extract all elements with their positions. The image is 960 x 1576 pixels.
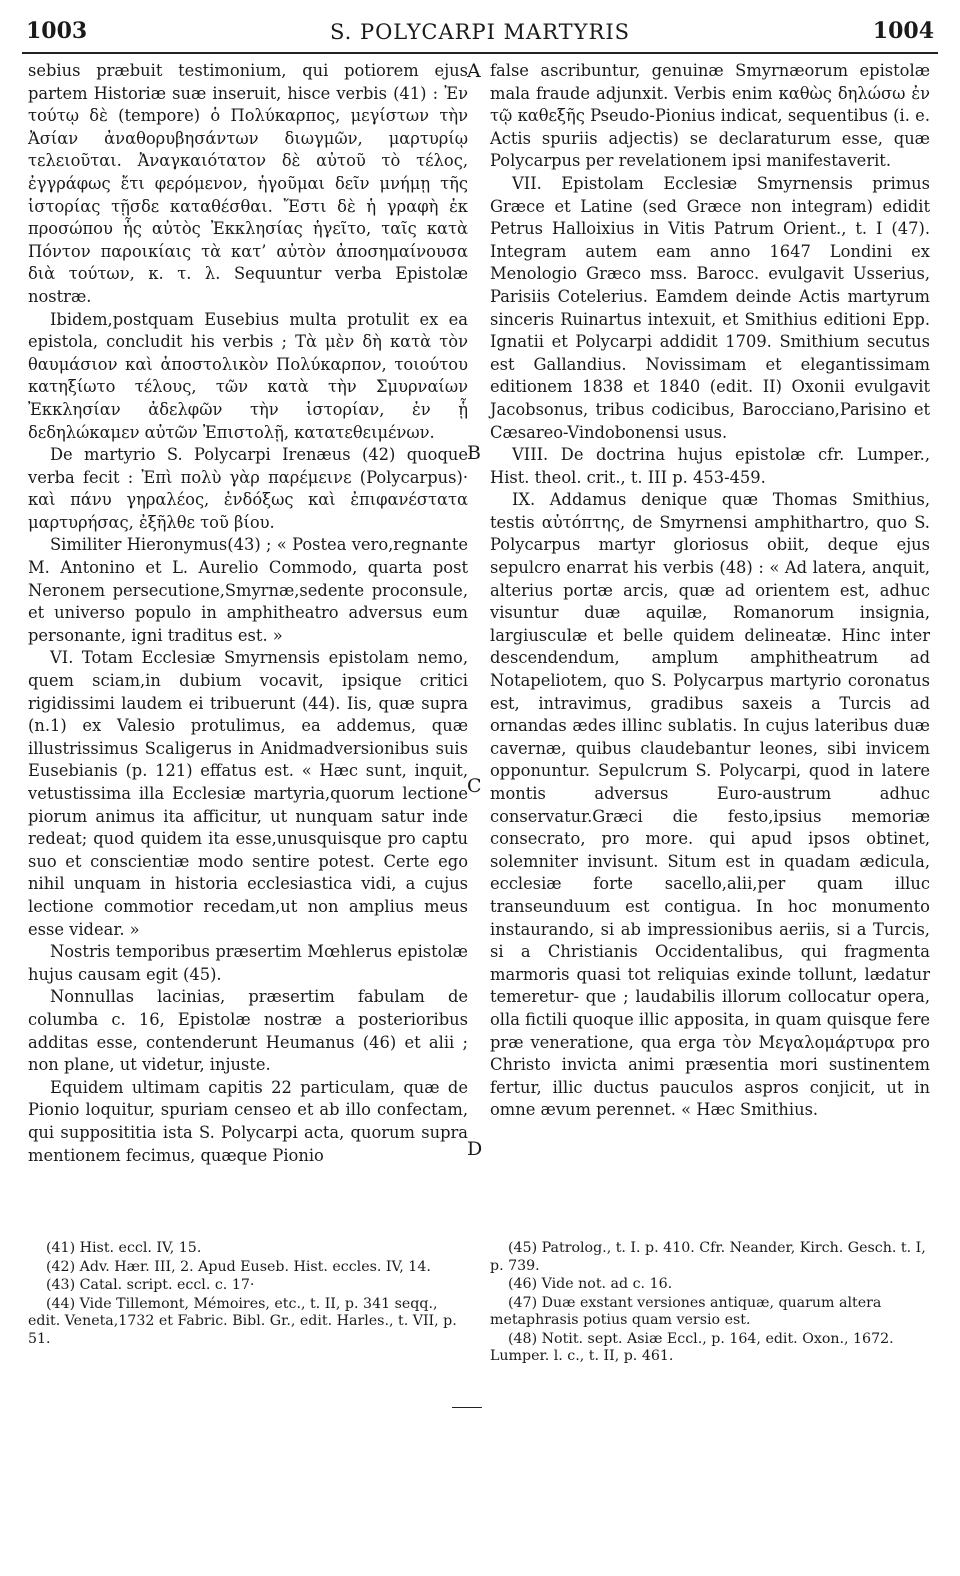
footnote: (46) Vide not. ad c. 16.	[508, 1276, 673, 1292]
paragraph: Ibidem,postquam Eusebius multa protulit ex ea epistola, concludit his verbis ; Τὰ μὲν δὴ κατὰ τὸν θαυμάσιον καὶ ἀποστολικὸν Πολύκαρπον, τοιούτου κατηξίωτο τέλους, τῶν κατὰ τὴν Σμυρναίων Ἐκκλησίαν ἀδελφῶν τὴν ἱστορίαν, ἐν ᾗ δεδηλώκαμεν αὐτῶν Ἐπιστολῇ, κατατεθειμένων.	[28, 309, 468, 442]
paragraph: VIII. De doctrina hujus epistolæ cfr. Lumper., Hist. theol. crit., t. III p. 453-459.	[490, 445, 930, 487]
header-rule	[22, 52, 938, 54]
paragraph: Nonnullas lacinias, præsertim fabulam de columba c. 16, Epistolæ nostræ a posterioribus additas esse, contenderunt Heumanus (46) et alii ; non plane, ut videtur, injuste.	[28, 987, 468, 1075]
paragraph: sebius præbuit testimonium, qui potiorem ejus partem Historiæ suæ inseruit, hisce verbis (41) : Ἐν τούτῳ δὲ (tempore) ὁ Πολύκαρπος, μεγίστων τὴν Ἀσίαν ἀναθορυβησάντων διωγμῶν, μαρτυρίῳ τελειοῦται. Ἀναγκαιότατον δὲ αὐτοῦ τὸ τέλος, ἐγγράφως ἔτι φερόμενον, ἡγοῦμαι δεῖν μνήμῃ τῆς ἱστορίας τῇσδε καταθέσθαι. Ἔστι δὲ ἡ γραφὴ ἐκ προσώπου ἧς αὐτὸς Ἐκκλησίας ἡγεῖτο, ταῖς κατὰ Πόντον παροικίαις τὰ κατ’ αὐτὸν ἀποσημαίνουσα διὰ τούτων, κ. τ. λ. Sequuntur verba Epistolæ nostræ.	[28, 61, 468, 306]
footnote: (47) Duæ exstant versiones antiquæ, quarum altera metaphrasis potius quam versio est.	[490, 1294, 882, 1328]
paragraph: VII. Epistolam Ecclesiæ Smyrnensis primus Græce et Latine (sed Græce non integram) edidit Petrus Halloixius in Vitis Patrum Orient., t. I (47). Integram autem eam anno 1647 Londini ex Menologio Græco mss. Barocc. evulgavit Usserius, Parisiis Cotelerius. Eamdem deinde Actis martyrum sinceris Ruinartus intexuit, et Smithius editioni Epp. Ignatii et Polycarpi addidit 1709. Smithium secutus est Gallandius. Novissimam et elegantissimam editionem 1838 et 1840 (edit. II) Oxonii evulgavit Jacobsonus, tribus codicibus, Barocciano,Parisino et Cæsareo-Vindobonensi usus.	[490, 173, 930, 442]
column-marker-d: D	[467, 1138, 483, 1160]
paragraph: IX. Addamus denique quæ Thomas Smithius, testis αὐτόπτης, de Smyrnensi amphithartro, quo S. Polycarpus martyr gloriosus obiit, deque ejus sepulcro enarrat his verbis (48) : « Ad latera, anquit, alterius portæ arcis, quæ ad orientem est, adhuc visuntur duæ aquilæ, Romanorum insignia, largiusculæ et belle quidem delineatæ. Hinc inter descendendum, amplum amphitheatrum ad Notapeliotem, quo S. Polycarpus martyrio coronatus est, intravimus, gradibus saxeis a Turcis ad ornandas ædes illinc sublatis. In cujus lateribus duæ cavernæ, quibus claudebantur leones, sibi invicem opponuntur. Sepulcrum S. Polycarpi, quod in latere montis adversus Euro-austrum adhuc conservatur.Græci die festo,ipsius memoriæ consecrato, pro more. qui apud ipsos obtinet, solemniter invisunt. Situm est in quadam ædicula, ecclesiæ forte sacello,alii,per quam illuc transeunduum est contigua. In hoc monumento instaurando, si ab impressionibus aeriis, si a Turcis, si a Christianis Occidentalibus, qui fragmenta marmoris quasi tot reliquias exinde tollunt, lædatur temeretur- que ; laudabilis illorum collocatur opera, olla fictili quoque illic apposita, in quam quisque fere præ veneratione, qua erga τὸν Μεγαλομάρτυρα pro Christo invicta animi præsentia mori sustinentem fertur, illic ductus pauculos aspros conjicit, ut in omne ævum perennet. « Hæc Smithius.	[490, 490, 930, 1120]
footnotes-left	[28, 1240, 468, 1349]
column-marker-b: B	[467, 442, 481, 464]
footnote: (42) Adv. Hær. III, 2. Apud Euseb. Hist. eccles. IV, 14.	[46, 1258, 431, 1275]
paragraph: Equidem ultimam capitis 22 particulam, quæ de Pionio loquitur, spuriam censeo et ab illo confectam, qui supposititia ista S. Polycarpi acta, quorum supra mentionem fecimus, quæque Pionio	[28, 1077, 468, 1165]
left-column	[28, 60, 468, 1167]
right-column	[490, 60, 930, 1122]
running-header	[26, 18, 934, 48]
paragraph: false ascribuntur, genuinæ Smyrnæorum epistolæ mala fraude adjunxit. Verbis enim καθὼς δηλώσω ἐν τῷ καθεξῆς Pseudo-Pionius indicat, sequentibus (i. e. Actis spuriis adjectis) se declaraturum esse, quæ Polycarpus per revelationem ipsi manifestaverit.	[490, 61, 930, 171]
footnote: (43) Catal. script. eccl. c. 17·	[46, 1277, 255, 1293]
footnote: (44) Vide Tillemont, Mémoires, etc., t. II, p. 341 seqq., edit. Veneta,1732 et Fabric. Bibl. Gr., edit. Harles., t. VII, p. 51.	[28, 1295, 457, 1347]
footnote: (41) Hist. eccl. IV, 15.	[46, 1240, 202, 1256]
footnote: (45) Patrolog., t. I. p. 410. Cfr. Neander, Kirch. Gesch. t. I, p. 739.	[490, 1240, 926, 1274]
paragraph: De martyrio S. Polycarpi Irenæus (42) quoque verba fecit : Ἐπὶ πολὺ γὰρ παρέμεινε (Polycarpus)· καὶ πάνυ γηραλέος, ἐνδόξως καὶ ἐπιφανέστατα μαρτυρήσας, ἐξῆλθε τοῦ βίου.	[28, 445, 468, 532]
column-marker-a: A	[467, 60, 481, 82]
column-marker-c: C	[467, 775, 482, 797]
page-number-right: 1004	[872, 18, 934, 44]
footnotes-right	[490, 1240, 930, 1367]
page-number-left: 1003	[26, 18, 88, 44]
paragraph: VI. Totam Ecclesiæ Smyrnensis epistolam nemo, quem sciam,in dubium vocavit, ipsique critici rigidissimi laudem ei tribuerunt (44). Iis, quæ supra (n.1) ex Valesio protulimus, ea addemus, quæ illustrissimus Scaligerus in Anidmadversionibus suis Eusebianis (p. 121) effatus est. « Hæc sunt, inquit, vetustissima illa Ecclesiæ martyria,quorum lectione piorum animus ita afficitur, ut nunquam satur inde redeat; quod quidem ita esse,unusquisque pro captu suo et conscientiæ modo sentire potest. Certe ego nihil unquam in historia ecclesiastica vidi, a cujus lectione commotior recedam,ut non amplius meus esse videar. »	[28, 648, 468, 939]
paragraph: Similiter Hieronymus(43) ; « Postea vero,regnante M. Antonino et L. Aurelio Commodo, quarta post Neronem persecutione,Smyrnæ,sedente proconsule, et universo populo in amphitheatro adversus eum personante, igni traditus est. »	[28, 535, 468, 645]
footnote: (48) Notit. sept. Asiæ Eccl., p. 164, edit. Oxon., 1672. Lumper. l. c., t. II, p. 461.	[490, 1330, 894, 1364]
running-title: S. POLYCARPI MARTYRIS	[329, 20, 631, 44]
paragraph: Nostris temporibus præsertim Mœhlerus epistolæ hujus causam egit (45).	[28, 942, 468, 984]
end-dash	[452, 1407, 482, 1408]
